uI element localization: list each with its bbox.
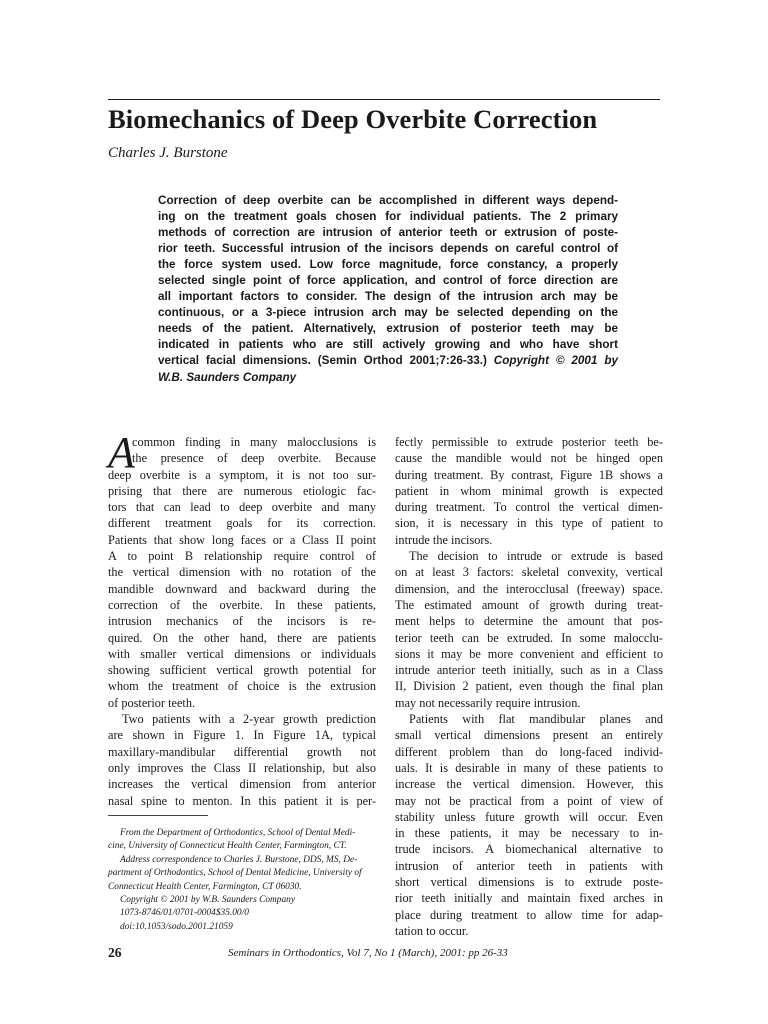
abstract-line: needs of the patient. Alternatively, extrusion of posterior teeth may be [158,322,618,336]
body-line: intrusion mechanics of the incisors is re- [108,614,376,629]
body-line: the presence of deep overbite. Because [132,451,376,466]
body-line: fectly permissible to extrude posterior teeth be- [395,435,663,449]
body-line: stability unless future growth will occur. Even [395,809,663,824]
drop-cap: A [108,428,135,477]
body-column-left [108,428,376,809]
body-line: sions it may be more convenient and efficient to [395,646,663,661]
page-number: 26 [108,945,122,960]
body-line: A to point B relationship require control of [108,549,376,564]
footnote-line: Connecticut Health Center, Farmington, CT 06030. [108,881,302,892]
abstract [158,193,618,386]
body-line: ment helps to determine the amount that pos- [395,614,663,629]
body-line: sion, it is necessary in this type of patient to [395,516,663,531]
body-line: intrusion of anterior teeth in patients with [395,858,663,873]
abstract-publisher: W.B. Saunders Company [158,370,297,384]
abstract-line-citation [158,353,618,369]
footnote-line: partment of Orthodontics, School of Dental Medicine, University of [108,868,362,879]
abstract-line: Correction of deep overbite can be accomplished in different ways depend- [158,194,618,207]
footnote-line: From the Department of Orthodontics, School of Dental Medi- [120,828,356,838]
abstract-line: all important factors to consider. The design of the intrusion arch may be [158,290,618,304]
abstract-line: ing on the treatment goals chosen for individual patients. The 2 primary [158,210,618,224]
body-line: Two patients with a 2-year growth prediction [122,712,376,727]
body-line: A common finding in many malocclusions is [108,428,376,477]
body-line: nasal spine to menton. In this patient it is per- [108,793,376,808]
body-line: correction of the overbite. In these patients, [108,597,376,612]
body-line: place during treatment to allow time for adap- [395,907,663,922]
footnote-line: Address correspondence to Charles J. Burstone, DDS, MS, De- [120,854,358,865]
body-line: may not necessarily require intrusion. [395,695,581,710]
body-line: during treatment. By contrast, Figure 1B shows a [395,467,663,482]
body-line: rior teeth initially and maintain fixed arches in [395,891,663,906]
body-line: cause the mandible would not be hinged open [395,451,663,466]
body-line: The decision to intrude or extrude is based [409,549,663,564]
footnote-rule [108,815,208,816]
footnote-line: doi:10.1053/sodo.2001.21059 [120,921,233,932]
body-line: are shown in Figure 1. In Figure 1A, typical [108,728,376,743]
abstract-citation: vertical facial dimensions. (Semin Orthod 2001;7:26-33.) [158,354,494,368]
footnote-line: cine, University of Connecticut Health Center, Farmington, CT. [108,841,347,852]
body-line: tation to occur. [395,923,469,938]
body-line: quired. On the other hand, there are patients [108,630,376,645]
header-rule [108,99,660,100]
body-line: with smaller vertical dimensions or individuals [108,646,376,661]
body-line: uals. It is desirable in many of these patients to [395,760,663,775]
abstract-line: rior teeth. Successful intrusion of the incisors depends on careful control of [158,242,618,256]
body-line: Patients with flat mandibular planes and [409,712,663,727]
body-line: maxillary-mandibular differential growth not [108,744,376,759]
body-line: showing sufficient vertical growth potential for [108,663,376,678]
body-line: on at least 3 factors: skeletal convexity, vertical [395,565,663,580]
abstract-line: selected single point of force application, and control of force direction are [158,274,618,288]
abstract-line: methods of correction are intrusion of anterior teeth or extrusion of poste- [158,226,618,240]
body-line: trude incisors. A biomechanical alternative to [395,842,663,857]
body-line: short vertical dimensions is to extrude poste- [395,875,663,890]
footnote-line: Copyright © 2001 by W.B. Saunders Company [120,895,295,906]
body-column-right [395,434,663,939]
body-line: of posterior teeth. [108,695,196,710]
body-line: terior teeth can be extruded. In some malocclu- [395,630,663,645]
body-line: Patients that show long faces or a Class II point [108,532,376,547]
article-author: Charles J. Burstone [108,145,228,161]
body-line: increases the vertical dimension from anterior [108,777,376,792]
body-line: deep overbite is a symptom, it is not too sur- [108,467,376,482]
body-line: II, Division 2 patient, even though the final plan [395,679,663,694]
abstract-line: indicated in patients who are still actively growing and who have short [158,338,618,352]
body-line: The estimated amount of growth during treat- [395,597,663,612]
body-line: only improves the Class II relationship, but also [108,760,376,775]
affiliation-footnote [108,827,376,934]
body-line: mandible downward and backward during the [108,581,376,596]
body-line: small vertical dimensions present an entirely [395,728,663,743]
abstract-line: continuous, or a 3-piece intrusion arch may be selected depending on the [158,306,618,320]
body-line: intrude the incisors. [395,532,493,547]
abstract-copyright: Copyright © 2001 by [493,354,618,368]
body-line: different problem than do long-faced individ- [395,744,663,759]
body-line: prising that there are numerous etiologic fac- [108,483,376,498]
body-line: increase the vertical dimension. However, this [395,777,663,792]
body-line: the vertical dimension with no rotation of the [108,565,376,580]
body-line: may not be practical from a point of view of [395,793,663,808]
body-line: patient in whom minimal growth is expected [395,483,663,498]
abstract-line: the force system used. Low force magnitude, force constancy, a properly [158,258,618,272]
journal-citation-footer: Seminars in Orthodontics, Vol 7, No 1 (March), 2001: pp 26-33 [228,947,508,959]
footnote-line: 1073-8746/01/0701-0004$35.00/0 [120,908,249,919]
body-line: dimension, and the interocclusal (freeway) space. [395,581,663,596]
body-line: in these patients, it may be necessary to in- [395,826,663,841]
body-line: tors that can lead to deep overbite and many [108,500,376,515]
body-line: intrude anterior teeth initially, such as in a Class [395,663,663,678]
body-line: different treatment goals for its correction. [108,516,376,531]
body-line: whom the treatment of choice is the extrusion [108,679,376,694]
body-line: during treatment. To control the vertical dimen- [395,500,663,515]
article-title: Biomechanics of Deep Overbite Correction [108,104,598,134]
